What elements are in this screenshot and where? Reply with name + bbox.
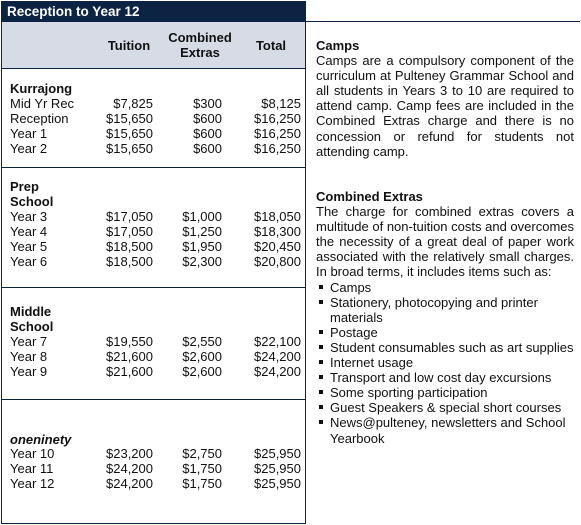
tuition-value: $21,600 <box>106 364 153 379</box>
total-value: $25,950 <box>254 476 301 491</box>
row-label: Year 8 <box>10 349 48 364</box>
tuition-value: $24,200 <box>106 476 153 491</box>
combined-extras-list <box>316 280 574 446</box>
tuition-value: $15,650 <box>106 111 153 126</box>
total-value: $22,100 <box>254 334 301 349</box>
tuition-value: $24,200 <box>106 461 153 476</box>
table-row <box>2 364 305 379</box>
total-value: $25,950 <box>254 461 301 476</box>
extras-value: $2,550 <box>182 334 222 349</box>
extras-value: $2,750 <box>182 446 222 461</box>
row-label: Year 7 <box>10 334 48 349</box>
row-label: Year 12 <box>10 476 55 491</box>
list-item: News@pulteney, newsletters and School Yearbook <box>316 415 574 445</box>
table-row <box>2 446 305 461</box>
extras-value: $1,000 <box>182 209 222 224</box>
tuition-value: $15,650 <box>106 141 153 156</box>
tuition-value: $17,050 <box>106 224 153 239</box>
tuition-value: $18,500 <box>106 239 153 254</box>
extras-value: $2,600 <box>182 364 222 379</box>
row-label: Year 3 <box>10 209 48 224</box>
section-title-line: Middle <box>10 304 52 319</box>
section-prep-school <box>2 167 305 287</box>
section-title-line: School <box>10 319 54 334</box>
tuition-value: $18,500 <box>106 254 153 269</box>
extras-value: $2,300 <box>182 254 222 269</box>
row-label: Year 10 <box>10 446 55 461</box>
section-oneninety <box>2 399 305 523</box>
total-value: $20,800 <box>254 254 301 269</box>
camps-note <box>316 38 574 159</box>
total-value: $24,200 <box>254 364 301 379</box>
table-row <box>2 224 305 239</box>
extras-value: $1,750 <box>182 476 222 491</box>
total-value: $24,200 <box>254 349 301 364</box>
combined-extras-heading: Combined Extras <box>316 189 423 204</box>
combined-extras-body: The charge for combined extras covers a multitude of non-tuition costs and overcomes the necessity of a great deal of paper work associated with the relatively small charges. In broad terms, it includes items such as: <box>316 204 574 280</box>
table-row <box>2 96 305 111</box>
table-row <box>2 141 305 156</box>
total-value: $20,450 <box>254 239 301 254</box>
total-value: $25,950 <box>254 446 301 461</box>
table-row <box>2 476 305 491</box>
total-value: $16,250 <box>254 126 301 141</box>
list-item: Camps <box>316 280 574 295</box>
row-label: Year 11 <box>10 461 54 476</box>
list-item: Transport and low cost day excursions <box>316 370 574 385</box>
row-label: Reception <box>10 111 69 126</box>
list-item: Stationery, photocopying and printer materials <box>316 295 574 325</box>
extras-value: $600 <box>193 141 222 156</box>
tuition-value: $7,825 <box>113 96 153 111</box>
row-label: Year 5 <box>10 239 48 254</box>
total-value: $18,050 <box>254 209 301 224</box>
section-title <box>10 304 53 334</box>
list-item: Postage <box>316 325 574 340</box>
row-label: Year 9 <box>10 364 48 379</box>
extras-value: $1,250 <box>182 224 222 239</box>
total-value: $18,300 <box>254 224 301 239</box>
row-label: Year 4 <box>10 224 48 239</box>
section-title: oneninety <box>10 432 72 447</box>
extras-value: $1,950 <box>182 239 222 254</box>
column-header-tuition: Tuition <box>96 22 162 68</box>
table-row <box>2 111 305 126</box>
extras-value: $600 <box>193 111 222 126</box>
table-row <box>2 254 305 269</box>
table-row <box>2 209 305 224</box>
table-row <box>2 126 305 141</box>
list-item: Student consumables such as art supplies <box>316 340 574 355</box>
camps-heading: Camps <box>316 38 360 53</box>
total-value: $8,125 <box>261 96 301 111</box>
tuition-value: $23,200 <box>106 446 153 461</box>
extras-value: $2,600 <box>182 349 222 364</box>
list-item: Guest Speakers & special short courses <box>316 400 574 415</box>
column-header-extras-line1: Combined <box>168 30 232 45</box>
row-label: Mid Yr Rec <box>10 96 75 111</box>
extras-value: $1,750 <box>182 461 222 476</box>
table-row <box>2 349 305 364</box>
combined-extras-note <box>316 189 574 446</box>
section-middle-school <box>2 287 305 399</box>
table-row <box>2 461 305 476</box>
tuition-value: $17,050 <box>106 209 153 224</box>
column-header-combined-extras <box>162 22 238 68</box>
camps-body: Camps are a compulsory component of the curriculum at Pulteney Grammar School and all students in Years 3 to 10 are required to attend camp. Camp fees are included in the Combined Extras charge and there is no concession or refund for students not attending camp. <box>316 53 574 159</box>
column-header-extras-line2: Extras <box>180 45 220 60</box>
table-row <box>2 334 305 349</box>
list-item: Internet usage <box>316 355 574 370</box>
table-row <box>2 239 305 254</box>
extras-value: $600 <box>193 126 222 141</box>
tuition-value: $21,600 <box>106 349 153 364</box>
section-title: Kurrajong <box>10 81 73 96</box>
section-title <box>10 179 53 209</box>
row-label: Year 2 <box>10 141 48 156</box>
page-title: Reception to Year 12 <box>1 1 306 22</box>
section-title-line: Prep <box>10 179 39 194</box>
section-title-line: School <box>10 194 54 209</box>
row-label: Year 1 <box>10 126 48 141</box>
column-header-total: Total <box>238 22 304 68</box>
tuition-value: $19,550 <box>106 334 153 349</box>
header-rule <box>306 21 580 22</box>
tuition-value: $15,650 <box>106 126 153 141</box>
row-label: Year 6 <box>10 254 48 269</box>
extras-value: $300 <box>193 96 222 111</box>
section-kurrajong <box>2 68 305 167</box>
list-item: Some sporting participation <box>316 385 574 400</box>
total-value: $16,250 <box>254 111 301 126</box>
total-value: $16,250 <box>254 141 301 156</box>
